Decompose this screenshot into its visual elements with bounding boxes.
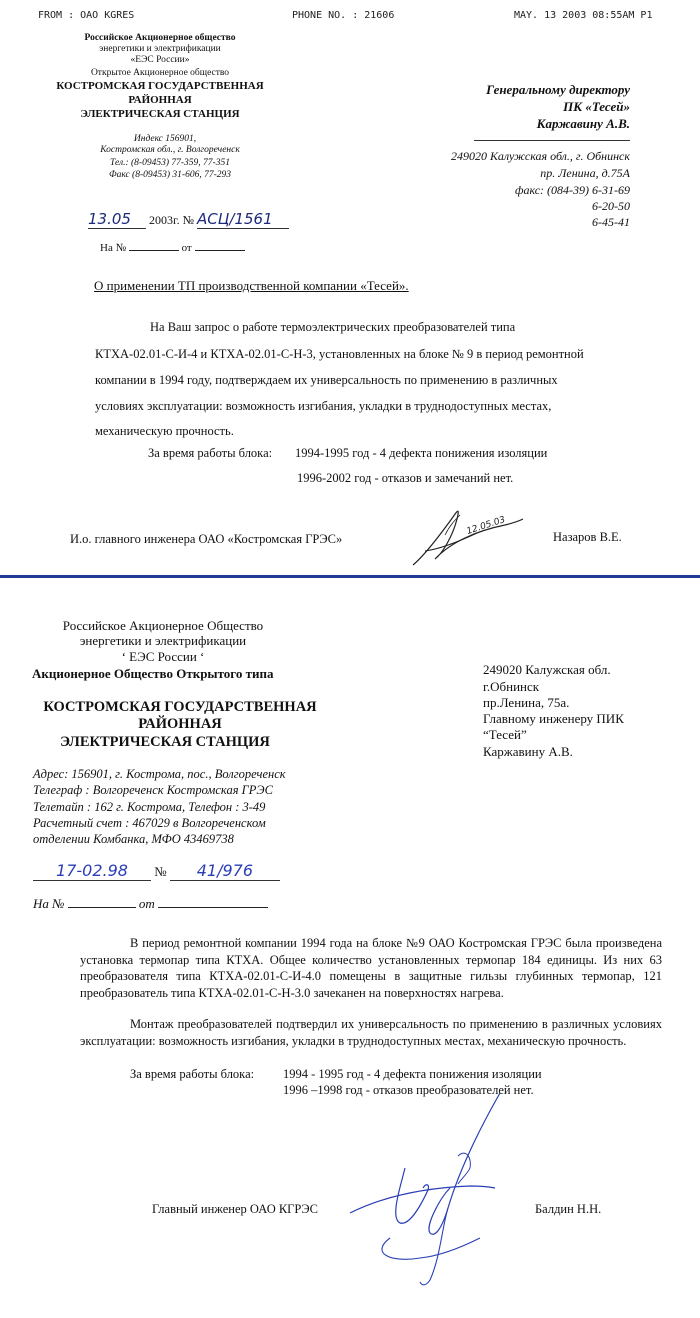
- contact-line: Телеграф : Волгореченск Костромская ГРЭС: [33, 783, 273, 797]
- fax-phone: PHONE NO. : 21606: [292, 10, 395, 21]
- org-line: Открытое Акционерное общество: [90, 68, 230, 78]
- blank-field: [129, 240, 179, 251]
- address-line: 6-45-41: [592, 215, 630, 229]
- letter-2: [0, 578, 700, 1318]
- date-handwritten: 13.05: [88, 210, 146, 229]
- contact-line: отделении Комбанка, МФО 43469738: [33, 832, 234, 846]
- date-number-line: [88, 210, 289, 229]
- period-label: За время работы блока:: [148, 446, 273, 460]
- org-line: «ЕЭС России»: [130, 55, 190, 65]
- number-prefix: №: [154, 864, 167, 879]
- address-line: 249020 Калужская обл.: [483, 662, 611, 677]
- na-label: На №: [33, 896, 65, 911]
- contact-line: Костромская обл., г. Волгореченск: [100, 145, 240, 155]
- date-handwritten: 17-02.98: [33, 861, 151, 881]
- body-line: компании в 1994 году, подтверждаем их универсальность по применению в различных: [95, 373, 558, 387]
- blank-field: [158, 897, 268, 908]
- org-line: Российское Акционерное общество: [84, 33, 236, 43]
- period-1: 1994-1995 год - 4 дефекта понижения изоляции: [295, 446, 548, 460]
- date-number-line: [33, 861, 280, 881]
- na-label: На №: [100, 242, 127, 254]
- address-line: Главному инженеру ПИК: [483, 711, 624, 726]
- address-line: Каржавину А.В.: [483, 744, 573, 759]
- contact-line: Факс (8-09453) 31-606, 77-293: [108, 170, 232, 180]
- address-line: факс: (084-39) 6-31-69: [515, 183, 630, 197]
- body-line: КТХА-02.01-С-И-4 и КТХА-02.01-С-Н-3, установленных на блоке № 9 в период ремонтной: [95, 347, 584, 361]
- address-line: 6-20-50: [592, 199, 630, 213]
- period-2: 1996-2002 год - отказов и замечаний нет.: [297, 471, 514, 485]
- org-line: Российское Акционерное Общество: [62, 618, 264, 633]
- contact-line: Индекс 156901,: [133, 134, 197, 144]
- station-name: КОСТРОМСКАЯ ГОСУДАРСТВЕННАЯ: [56, 80, 264, 92]
- org-line: энергетики и электрификации: [79, 633, 247, 648]
- address-line: г.Обнинск: [483, 679, 540, 694]
- signer-name: Назаров В.Е.: [553, 530, 622, 544]
- period-label: За время работы блока:: [130, 1067, 255, 1081]
- station-name: РАЙОННАЯ: [128, 94, 192, 106]
- ot-label: от: [181, 242, 192, 254]
- address-line: 249020 Калужская обл., г. Обнинск: [450, 149, 630, 163]
- subject: О применении ТП производственной компании «Тесей».: [94, 278, 409, 293]
- period-2: 1996 –1998 год - отказов преобразователей нет.: [283, 1083, 534, 1097]
- address-line: пр.Ленина, 75а.: [483, 695, 570, 710]
- body-line: условиях эксплуатации: возможность изгибания, укладки в труднодоступных местах,: [95, 399, 552, 413]
- signer-name: Балдин Н.Н.: [535, 1202, 602, 1216]
- date-suffix: 2003г.: [149, 213, 180, 227]
- org-line: энергетики и электрификации: [99, 44, 221, 54]
- recipient-line: Каржавину А.В.: [536, 116, 630, 131]
- reference-line: [100, 240, 245, 254]
- org-type: Акционерное Общество Открытого типа: [32, 666, 274, 681]
- blank-field: [195, 240, 245, 251]
- number-handwritten: АСЦ/1561: [197, 210, 289, 229]
- body-line: механическую прочность.: [95, 424, 234, 438]
- recipient-line: ПК «Тесей»: [563, 99, 630, 114]
- recipient-rule: [474, 140, 630, 141]
- blank-field: [68, 897, 136, 908]
- body-line: На Ваш запрос о работе термоэлектрических преобразователей типа: [150, 320, 516, 334]
- station-name: ЭЛЕКТРИЧЕСКАЯ СТАНЦИЯ: [80, 108, 240, 120]
- signature-date-note: 12.05.03: [465, 515, 507, 537]
- station-name: РАЙОННАЯ: [138, 716, 222, 732]
- ot-label: от: [138, 896, 155, 911]
- signer-title: Главный инженер ОАО КГРЭС: [152, 1202, 318, 1216]
- station-name: ЭЛЕКТРИЧЕСКАЯ СТАНЦИЯ: [60, 734, 270, 750]
- address-line: “Тесей”: [483, 727, 527, 742]
- fax-from: FROM : OAO KGRES: [38, 10, 135, 21]
- recipient-line: Генеральному директору: [486, 82, 630, 97]
- body-paragraph-2: Монтаж преобразователей подтвердил их универсальность по применению в различных условиях эксплуатации: возможность изгибания, укладки в труднодоступных местах, механическую прочность.: [80, 1017, 662, 1048]
- number-handwritten: 41/976: [170, 861, 280, 881]
- number-prefix: №: [182, 213, 195, 227]
- body-paragraph-1: В период ремонтной компании 1994 года на блоке №9 ОАО Костромская ГРЭС была произведена установка термопар типа КТХА. Общее количество установленных термопар 184 единицы. Из них 63 преобразователя типа КТХА-02.01-С-И-4.0 помещены в защитные гильзы глубинных термопар, 121 преобразователь типа КТХА-02.01-С-Н-3.0 зачеканен на поверхностях нагрева.: [80, 936, 662, 1000]
- contact-line: Адрес: 156901, г. Кострома, пос., Волгореченск: [33, 767, 286, 781]
- signature-2: [330, 1088, 530, 1288]
- station-name: КОСТРОМСКАЯ ГОСУДАРСТВЕННАЯ: [43, 699, 317, 715]
- reference-line: [33, 896, 268, 912]
- fax-date: MAY. 13 2003 08:55AM P1: [514, 10, 653, 21]
- contact-line: Телетайп : 162 г. Кострома, Телефон : 3-49: [33, 800, 266, 814]
- address-line: пр. Ленина, д.75А: [540, 166, 630, 180]
- period-1: 1994 - 1995 год - 4 дефекта понижения изоляции: [283, 1067, 542, 1081]
- contact-line: Расчетный счет : 467029 в Волгореченском: [33, 816, 266, 830]
- signer-title: И.о. главного инженера ОАО «Костромская ГРЭС»: [70, 532, 343, 546]
- contact-line: Тел.: (8-09453) 77-359, 77-351: [110, 158, 230, 168]
- org-line: ‘ ЕЭС России ‘: [121, 649, 205, 664]
